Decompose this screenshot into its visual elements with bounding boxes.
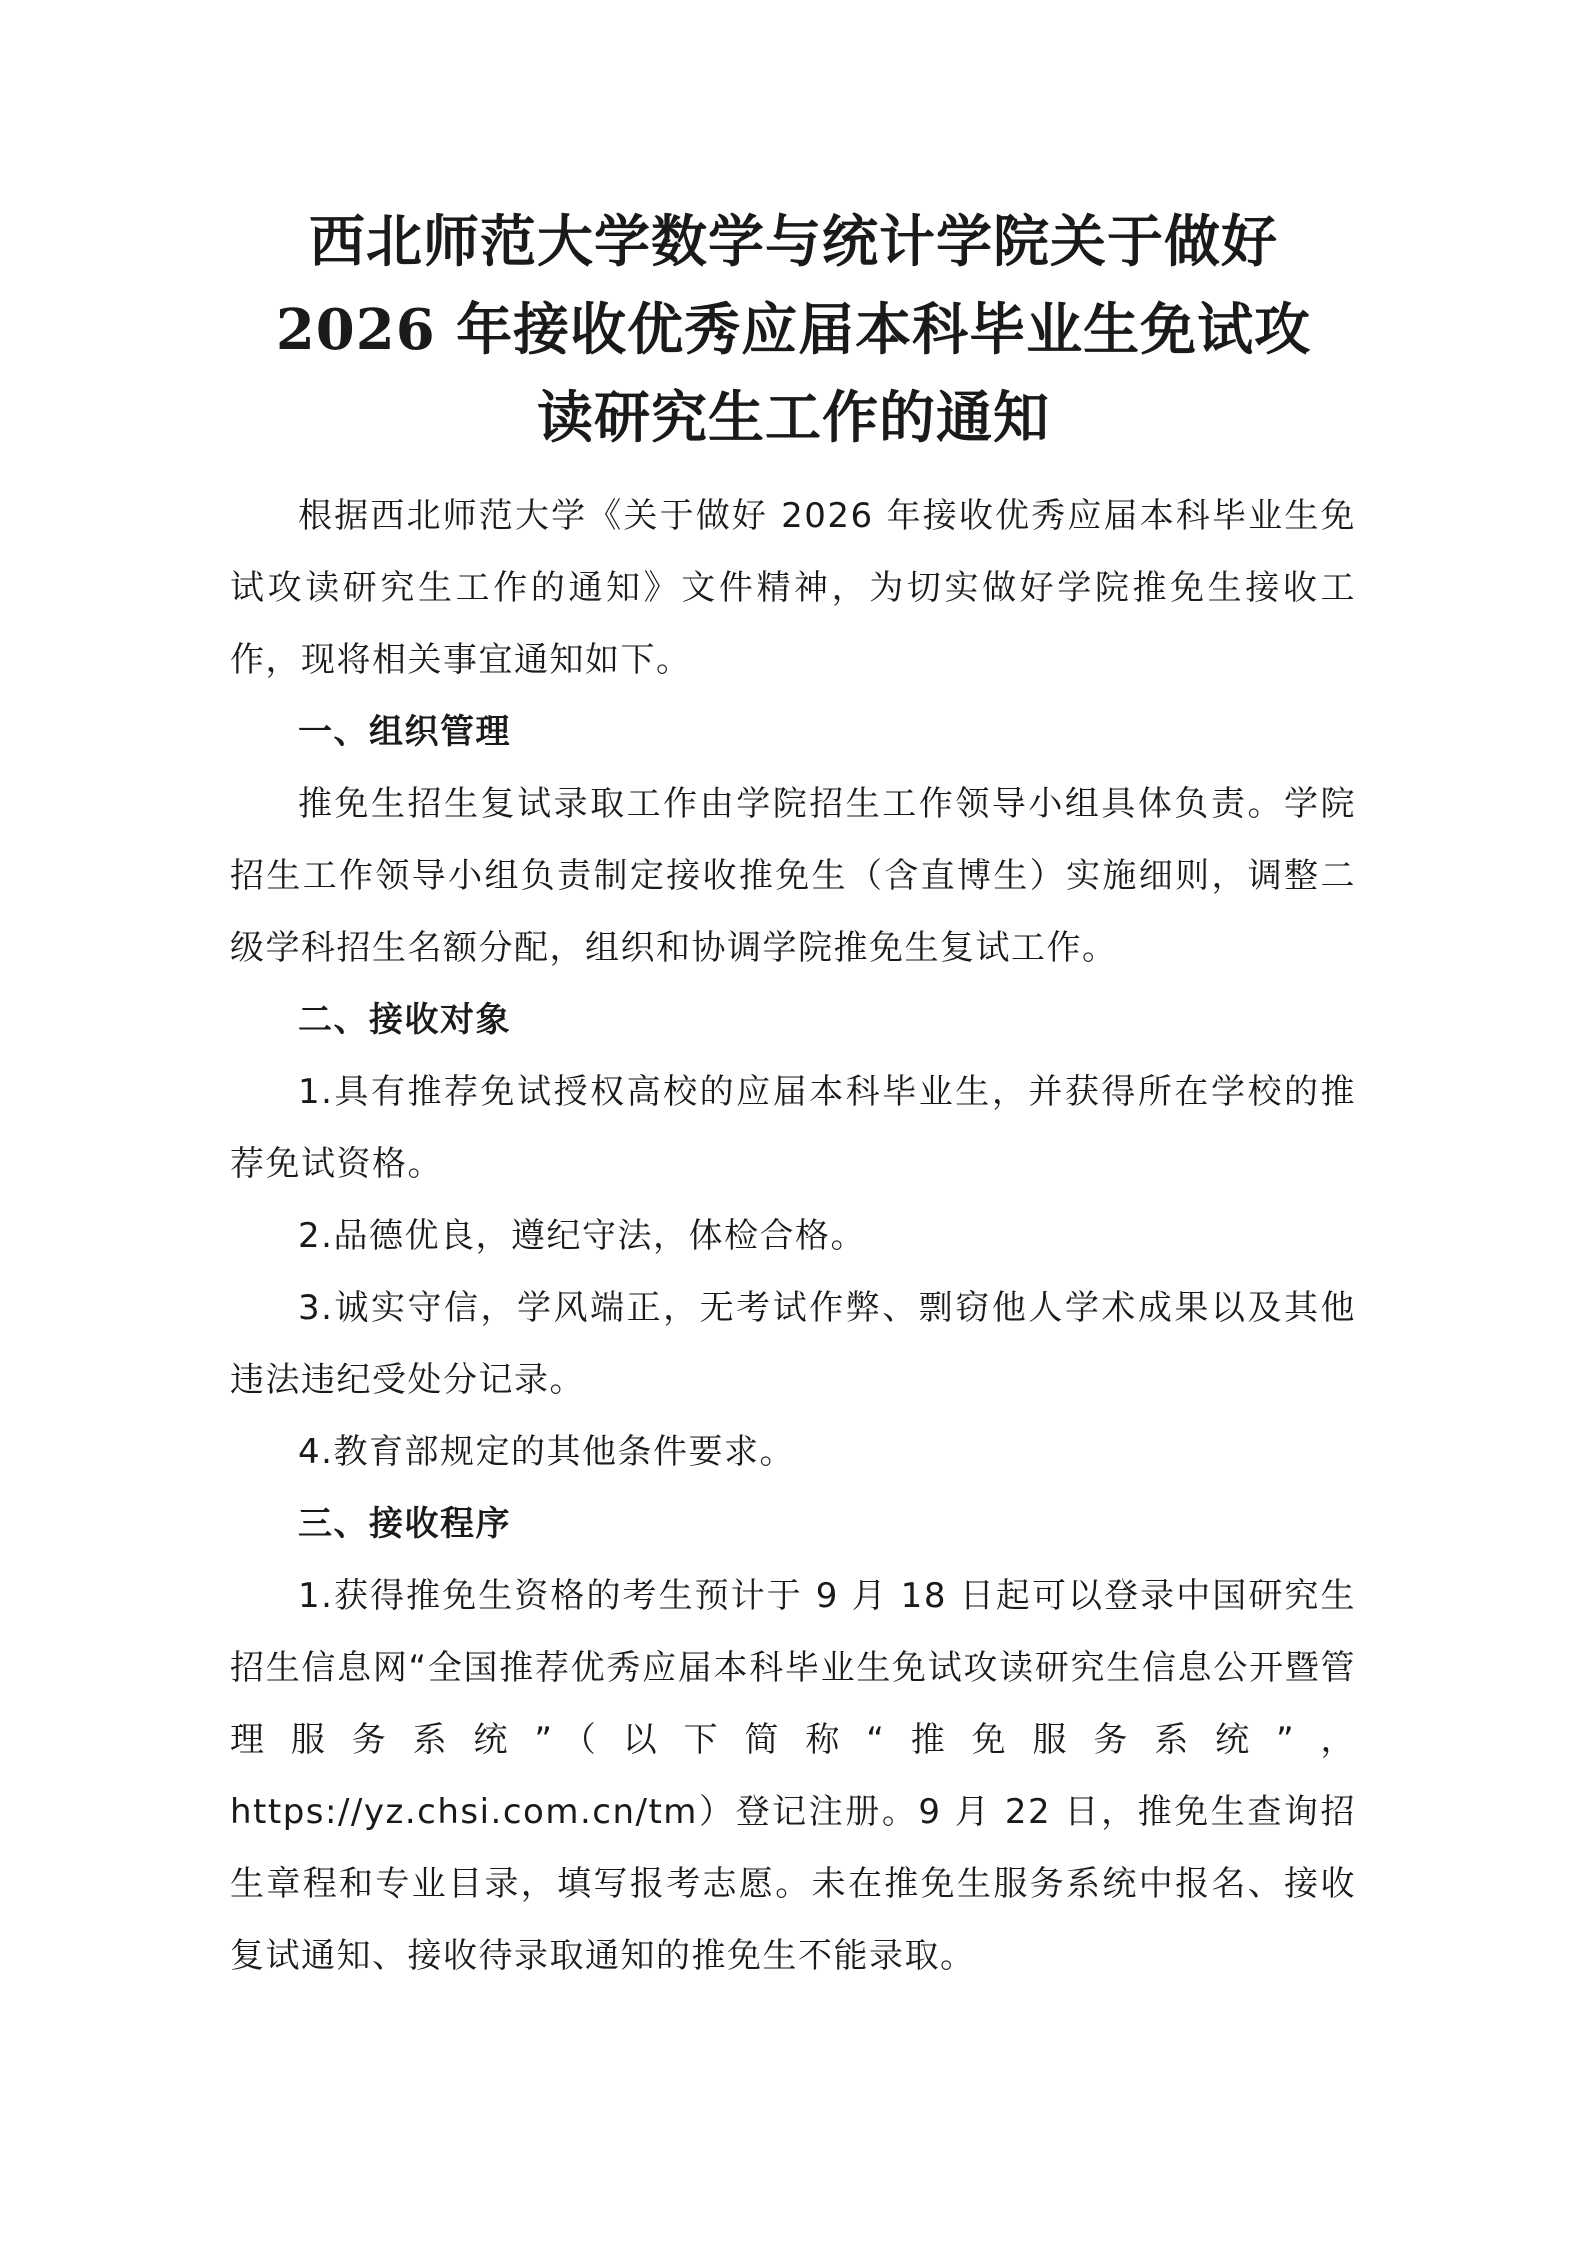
section-heading-eligibility: 二、接收对象 (298, 1000, 511, 1040)
title-line-2: 2026 年接收优秀应届本科毕业生免试攻 (275, 297, 1312, 363)
eligibility-item-2: 2.品德优良，遵纪守法，体检合格。 (298, 1216, 866, 1256)
procedure-item-1: 1.获得推免生资格的考生预计于 9 月 18 日起可以登录中国研究生招生信息网“全国推荐优秀应届本科毕业生免试攻读研究生信息公开暨管理服务系统”（以下简称“推免服务系统”，https://yz.chsi.com.cn/tm）登记注册。9 月 22 日，推免生查询招生章程和专业目录，填写报考志愿。未在推免生服务系统中报名、接收复试通知、接收待录取通知的推免生不能录取。 (230, 1576, 1356, 1976)
eligibility-item-4: 4.教育部规定的其他条件要求。 (298, 1432, 795, 1472)
organization-paragraph: 推免生招生复试录取工作由学院招生工作领导小组具体负责。学院招生工作领导小组负责制定接收推免生（含直博生）实施细则，调整二级学科招生名额分配，组织和协调学院推免生复试工作。 (230, 784, 1356, 968)
eligibility-item-1: 1.具有推荐免试授权高校的应届本科毕业生，并获得所在学校的推荐免试资格。 (230, 1072, 1356, 1184)
document-body (230, 480, 1356, 1992)
intro-paragraph: 根据西北师范大学《关于做好 2026 年接收优秀应届本科毕业生免试攻读研究生工作的通知》文件精神，为切实做好学院推免生接收工作，现将相关事宜通知如下。 (230, 496, 1356, 680)
section-heading-procedure: 三、接收程序 (298, 1504, 511, 1544)
title-line-1: 西北师范大学数学与统计学院关于做好 (309, 209, 1278, 275)
title-line-3: 读研究生工作的通知 (537, 385, 1050, 451)
eligibility-item-3: 3.诚实守信，学风端正，无考试作弊、剽窃他人学术成果以及其他违法违纪受处分记录。 (230, 1288, 1356, 1400)
document-title (200, 198, 1387, 462)
section-heading-organization: 一、组织管理 (298, 712, 511, 752)
